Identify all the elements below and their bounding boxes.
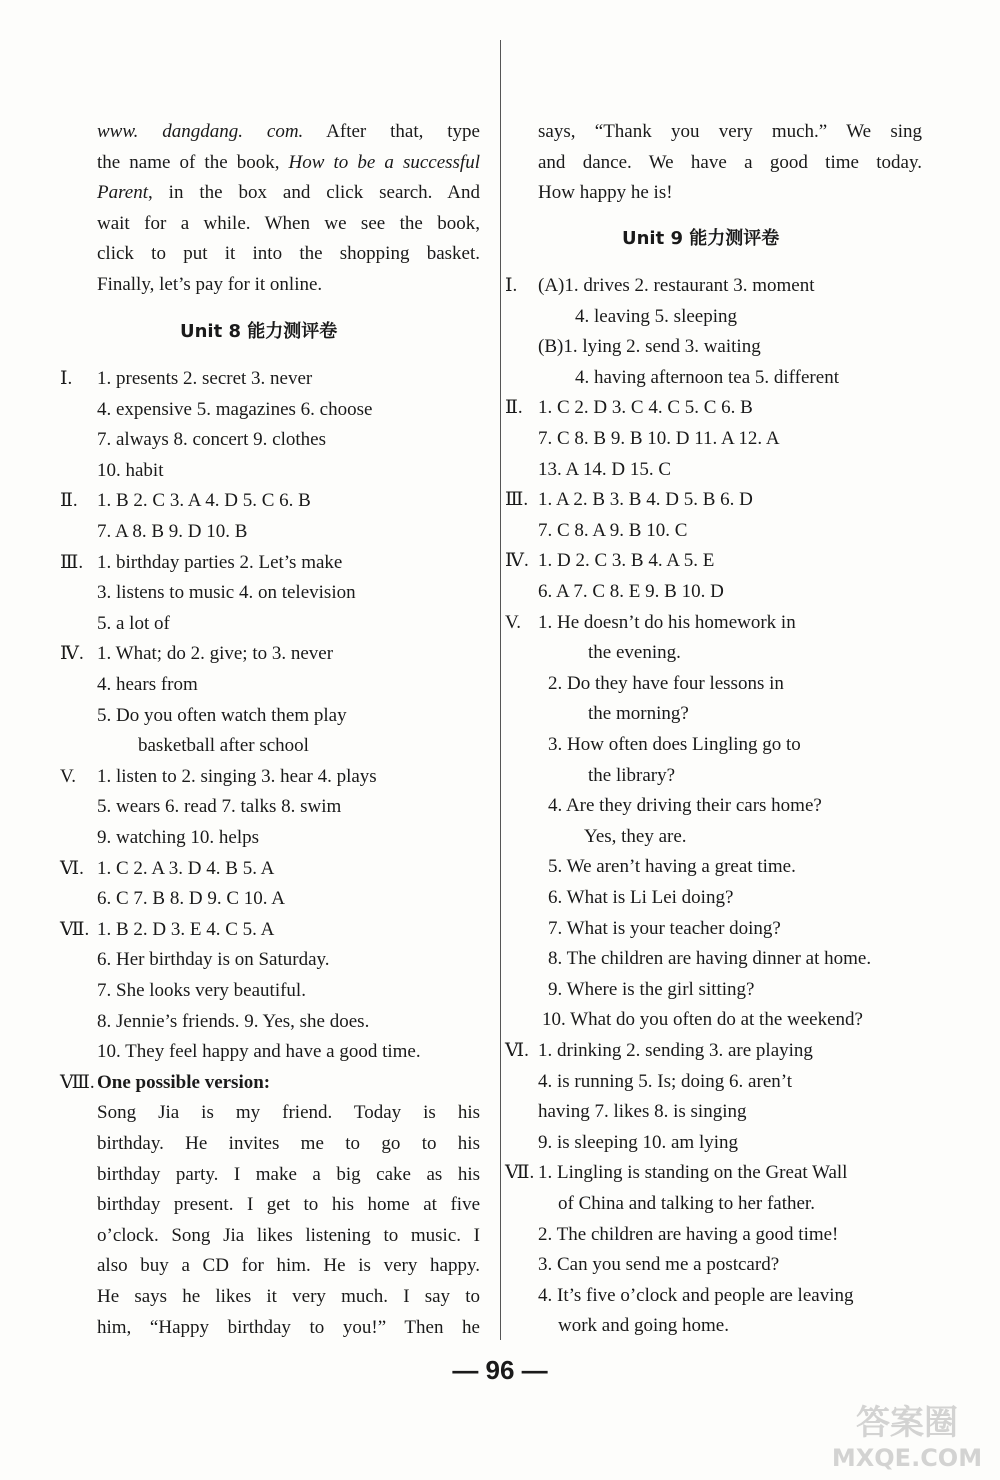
answer-line: 9. is sleeping 10. am lying [538, 1131, 739, 1153]
answer-line: 4. expensive 5. magazines 6. choose [97, 398, 373, 420]
intro-line: Finally, let’s pay for it online. [97, 274, 323, 295]
essay-line: How happy he is! [538, 182, 673, 204]
answer-line: 3. How often does Lingling go to [548, 734, 801, 755]
svg-text:答案圈: 答案圈 [856, 1403, 958, 1443]
answer-line: 8. Jennie’s friends. 9. Yes, she does. [97, 1010, 370, 1032]
answer-line: 1. What; do 2. give; to 3. never [97, 643, 334, 665]
answer-line: 5. Do you often watch them play [97, 704, 347, 726]
essay-line: birthday present. I get to his home at five [97, 1194, 480, 1216]
answer-line: 5. wears 6. read 7. talks 8. swim [97, 796, 342, 818]
answer-line: (B)1. lying 2. send 3. waiting [538, 336, 761, 358]
answer-line: the evening. [588, 642, 681, 664]
answer-line: 2. Do they have four lessons in [548, 672, 784, 694]
answer-line: 1. C 2. A 3. D 4. B 5. A [97, 857, 275, 879]
answer-line: having 7. likes 8. is singing [538, 1101, 747, 1123]
intro-line: click to put it into the shopping basket. [97, 243, 480, 265]
answer-line: 2. The children are having a good time! [538, 1223, 839, 1245]
intro-line: Parent, in the box and click search. And [97, 182, 480, 204]
intro-line: www. dangdang. com. After that, type [97, 121, 480, 142]
section-numeral: V. [505, 611, 522, 633]
answer-line: 1. A 2. B 3. B 4. D 5. B 6. D [538, 489, 753, 511]
section-numeral: Ⅶ. [60, 918, 90, 940]
section-numeral: Ⅱ. [60, 490, 78, 512]
svg-text:MXQE.COM: MXQE.COM [831, 1444, 983, 1472]
essay-line: and dance. We have a good time today. [538, 151, 922, 173]
answer-line: 6. What is Li Lei doing? [548, 887, 734, 908]
answer-line: 4. It’s five o’clock and people are leaving [538, 1284, 854, 1306]
answer-line: 10. What do you often do at the weekend? [542, 1009, 863, 1031]
answer-line: 7. C 8. B 9. B 10. D 11. A 12. A [538, 428, 780, 449]
answer-line: 4. Are they driving their cars home? [548, 795, 822, 817]
answer-line: 7. A 8. B 9. D 10. B [97, 521, 248, 542]
section-numeral: Ⅵ. [60, 857, 84, 879]
answer-line: 4. having afternoon tea 5. different [575, 366, 839, 388]
answer-line: 7. She looks very beautiful. [97, 980, 306, 1001]
answer-line: Yes, they are. [584, 825, 687, 847]
answer-line: 10. They feel happy and have a good time. [97, 1041, 421, 1063]
essay-line: birthday party. I make a big cake as his [97, 1163, 480, 1185]
answer-line: 7. C 8. A 9. B 10. C [538, 519, 688, 541]
answer-line: 1. B 2. C 3. A 4. D 5. C 6. B [97, 490, 311, 512]
essay-line: also buy a CD for him. He is very happy. [97, 1255, 480, 1277]
answer-line: 5. a lot of [97, 612, 170, 634]
essay-line: him, “Happy birthday to you!” Then he [97, 1316, 480, 1338]
answer-line: 9. watching 10. helps [97, 827, 260, 848]
answer-line: 7. always 8. concert 9. clothes [97, 429, 326, 451]
section-numeral: V. [60, 765, 77, 787]
essay-line: o’clock. Song Jia likes listening to music. I [97, 1224, 480, 1246]
answer-line: One possible version: [97, 1071, 271, 1093]
page-number: — 96 — [452, 1355, 548, 1385]
answer-line: 4. leaving 5. sleeping [575, 305, 737, 327]
unit-9-title: Unit 9 能力测评卷 [622, 228, 780, 249]
section-numeral: Ⅳ. [505, 550, 529, 572]
answer-line: 1. drinking 2. sending 3. are playing [538, 1040, 813, 1061]
intro-line: wait for a while. When we see the book, [97, 212, 480, 234]
section-numeral: Ⅱ. [505, 397, 523, 419]
section-numeral: Ⅲ. [60, 551, 84, 573]
section-numeral: Ⅰ. [505, 275, 518, 296]
column-divider [500, 40, 501, 1340]
answer-line: 1. Lingling is standing on the Great Wall [538, 1162, 848, 1184]
essay-line: says, “Thank you very much.” We sing [538, 121, 922, 142]
unit-8-title: Unit 8 能力测评卷 [180, 321, 338, 342]
answer-line: 4. is running 5. Is; doing 6. aren’t [538, 1070, 793, 1092]
answer-line: 1. birthday parties 2. Let’s make [97, 551, 343, 573]
essay-line: He says he likes it very much. I say to [97, 1286, 480, 1307]
answer-line: 3. Can you send me a postcard? [538, 1254, 780, 1276]
answer-line: 1. He doesn’t do his homework in [538, 611, 796, 633]
section-numeral: Ⅵ. [505, 1040, 529, 1061]
answer-line: 9. Where is the girl sitting? [548, 978, 755, 1000]
answer-line: the library? [588, 764, 676, 786]
answer-line: 1. listen to 2. singing 3. hear 4. plays [97, 765, 377, 787]
answer-line: 6. C 7. B 8. D 9. C 10. A [97, 888, 285, 910]
answer-line: 1. presents 2. secret 3. never [97, 368, 313, 389]
answer-line: 8. The children are having dinner at home. [548, 948, 872, 970]
answer-line: 1. B 2. D 3. E 4. C 5. A [97, 918, 275, 940]
essay-line: Song Jia is my friend. Today is his [97, 1102, 480, 1124]
answer-line: 6. Her birthday is on Saturday. [97, 949, 330, 971]
answer-line: 5. We aren’t having a great time. [548, 856, 796, 878]
intro-line: the name of the book, How to be a successful [97, 151, 480, 173]
answer-line: basketball after school [138, 735, 309, 757]
answer-line: the morning? [588, 703, 689, 725]
section-numeral: Ⅳ. [60, 643, 84, 665]
section-numeral: Ⅷ. [60, 1071, 95, 1093]
answer-line: (A)1. drives 2. restaurant 3. moment [538, 275, 815, 296]
section-numeral: Ⅰ. [60, 368, 73, 389]
answer-line: 3. listens to music 4. on television [97, 582, 356, 604]
essay-line: birthday. He invites me to go to his [97, 1133, 480, 1154]
watermark-logo [812, 1394, 992, 1474]
answer-line: work and going home. [558, 1315, 729, 1337]
section-numeral: Ⅲ. [505, 489, 529, 511]
section-numeral: Ⅶ. [505, 1162, 535, 1184]
answer-line: 10. habit [97, 459, 164, 481]
answer-line: of China and talking to her father. [558, 1193, 815, 1214]
answer-line: 6. A 7. C 8. E 9. B 10. D [538, 581, 724, 602]
answer-line: 1. D 2. C 3. B 4. A 5. E [538, 550, 715, 572]
answer-line: 1. C 2. D 3. C 4. C 5. C 6. B [538, 397, 753, 419]
answer-line: 4. hears from [97, 674, 198, 695]
answer-line: 7. What is your teacher doing? [548, 917, 781, 939]
answer-line: 13. A 14. D 15. C [538, 458, 672, 480]
